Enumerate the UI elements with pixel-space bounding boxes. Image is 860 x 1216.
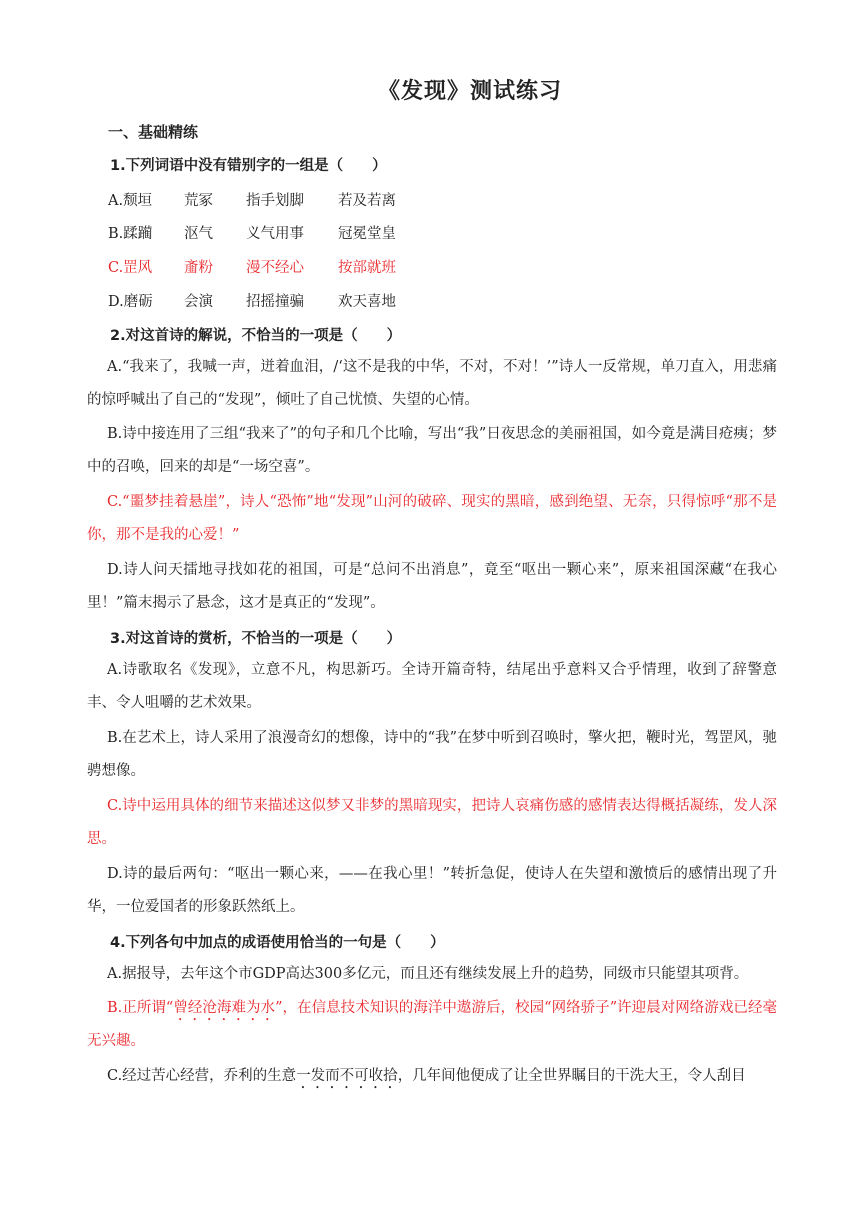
question-2-stem: 2.对这首诗的解说，不恰当的一项是（ ）	[110, 328, 402, 344]
q4-option-a: A.据报导，去年这个市GDP高达300多亿元，而且还有继续发展上升的趋势，同级市只能望其项背。	[107, 966, 749, 982]
option-word: 漫不经心	[246, 260, 304, 276]
q1-option-c-answer	[108, 256, 458, 277]
q3-option-c-answer: C.诗中运用具体的细节来描述这似梦又非梦的黑暗现实，把诗人哀痛伤感的感情表达得概括凝练，发人深思。	[87, 798, 777, 847]
option-word: 冠冕堂皇	[338, 226, 396, 242]
option-word: 若及若离	[338, 193, 396, 209]
option-word: 义气用事	[246, 226, 304, 242]
option-label: B.蹂躏	[108, 226, 153, 242]
option-label: A.颓垣	[108, 193, 153, 209]
option-label: C.罡风	[108, 260, 153, 276]
option-word: 齑粉	[184, 260, 213, 276]
q4-option-b-answer	[87, 992, 777, 1058]
q3-option-d: D.诗的最后两句：“呕出一颗心来，——在我心里！”转折急促，使诗人在失望和激愤后的感情出现了升华，一位爱国者的形象跃然纸上。	[87, 866, 777, 915]
q2-option-d: D.诗人问天擂地寻找如花的祖国，可是“总问不出消息”，竟至“呕出一颗心来”，原来祖国深藏“在我心里！”篇末揭示了悬念，这才是真正的“发现”。	[87, 562, 777, 611]
q2-option-c-answer: C.“噩梦挂着悬崖”，诗人“恐怖”地“发现”山河的破碎、现实的黑暗，感到绝望、无奈，只得惊呼“那不是你，那不是我的心爱！”	[87, 494, 777, 543]
question-1-stem: 1.下列词语中没有错别字的一组是（ ）	[110, 158, 387, 174]
question-3-stem: 3.对这首诗的赏析，不恰当的一项是（ ）	[110, 631, 402, 647]
q1-option-d	[108, 290, 458, 311]
option-word: 荒冢	[184, 193, 213, 209]
q2-option-a: A.“我来了，我喊一声，迸着血泪，/‘这不是我的中华，不对，不对！’”诗人一反常规，单刀直入，用悲痛的惊呼喊出了自己的“发现”，倾吐了自己忧愤、失望的心情。	[87, 359, 777, 408]
option-word: 沤气	[184, 226, 213, 242]
option-word: 按部就班	[338, 260, 396, 276]
emphasized-idiom: 一发而不可收拾	[296, 1068, 398, 1084]
option-word: 指手划脚	[246, 193, 304, 209]
question-4-stem: 4.下列各句中加点的成语使用恰当的一句是（ ）	[110, 935, 445, 951]
text-segment: ，几年间他便成了让全世界瞩目的干洗大王，令人刮目	[397, 1068, 746, 1084]
option-word: 会演	[184, 294, 213, 310]
q3-option-a: A.诗歌取名《发现》，立意不凡，构思新巧。全诗开篇奇特，结尾出乎意料又合乎情理，收到了辞警意丰、令人咀嚼的艺术效果。	[87, 662, 777, 711]
q2-option-b: B.诗中接连用了三组“我来了”的句子和几个比喻，写出“我”日夜思念的美丽祖国，如今竟是满目疮痍；梦中的召唤，回来的却是“一场空喜”。	[87, 426, 777, 475]
q1-option-a	[108, 189, 458, 210]
q4-option-c	[87, 1060, 777, 1093]
option-label: D.磨砺	[108, 294, 153, 310]
page-title: 《发现》测试练习	[377, 79, 562, 104]
emphasized-idiom: 曾经沧海难为水	[173, 1000, 276, 1016]
option-word: 欢天喜地	[338, 294, 396, 310]
text-segment: B.正所谓“	[107, 1000, 174, 1016]
q3-option-b: B.在艺术上，诗人采用了浪漫奇幻的想像，诗中的“我”在梦中听到召唤时，擎火把，鞭时光，驾罡风，驰骋想像。	[87, 730, 777, 779]
section-heading: 一、基础精练	[108, 123, 199, 141]
option-word: 招摇撞骗	[246, 294, 304, 310]
text-segment: ”，在信息技术知识的海洋中遨游后，校园“网络骄子”许迎晨对网络游戏已经毫无兴趣。	[87, 1000, 777, 1049]
text-segment: C.经过苦心经营，乔利的生意	[107, 1068, 297, 1084]
q1-option-b	[108, 222, 458, 243]
